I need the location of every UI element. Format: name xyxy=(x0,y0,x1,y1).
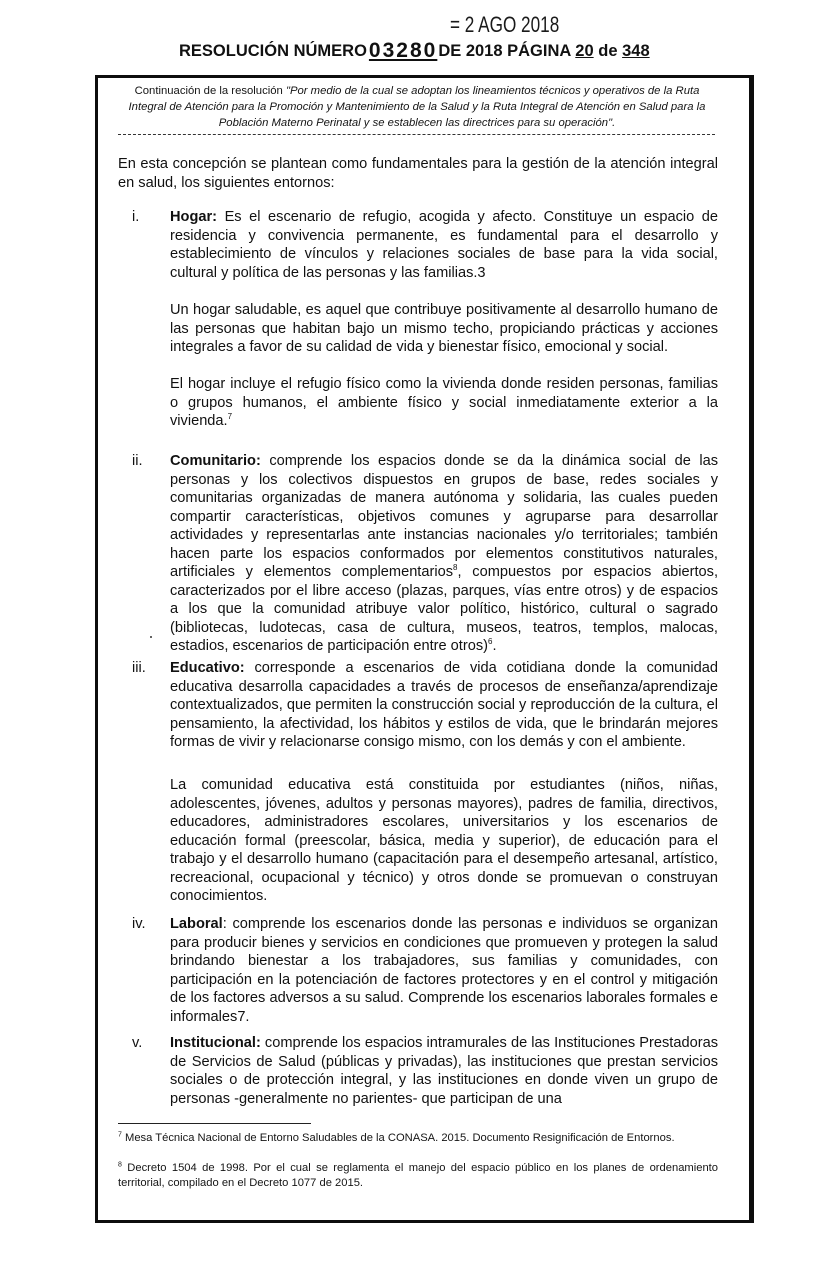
footnote-ref[interactable]: 8 xyxy=(453,563,458,573)
footnote-7 xyxy=(118,1131,718,1146)
item-term: Laboral xyxy=(170,916,223,932)
list-marker: iii. xyxy=(132,660,146,676)
list-item-institucional xyxy=(118,1034,718,1108)
footnote-number: 7 xyxy=(118,1131,122,1139)
item-text: comprende los espacios donde se da la dinámica social de las personas y los colectivos dispuestos en grupos de base, redes sociales y comunitarias organizadas de manera autónoma y solidaria, las cuales pueden compartir características, objetivos comunes y agruparse para desarrollar actividades y representarlas ante instancias nacionales y/o territoriales; también hacen parte los espacios conformados por elementos constitutivos naturales, artificiales y elementos complementarios xyxy=(170,453,718,580)
header-title-mid: DE 2018 PÁGINA xyxy=(438,42,571,60)
footnote-8 xyxy=(118,1161,718,1190)
item-text: Es el escenario de refugio, acogida y afecto. Constituye un espacio de residencia y convivencia permanente, es fundamental para el desarrollo y establecimiento de vínculos y relaciones sociales de base para la vida social, cultural y política de las personas y las familias.3 xyxy=(170,209,718,281)
page-total: 348 xyxy=(622,42,650,60)
list-marker: i. xyxy=(132,209,140,225)
footnote-ref[interactable]: 6 xyxy=(488,637,493,647)
footnote-separator xyxy=(118,1123,311,1124)
resolution-number: 03280 xyxy=(368,39,438,62)
page-of: de xyxy=(598,42,618,60)
item-paragraph xyxy=(170,659,718,752)
footnote-text: Decreto 1504 de 1998. Por el cual se reglamenta el manejo del espacio público en los planes de ordenamiento territorial, compilado en el Decreto 1077 de 2015. xyxy=(118,1162,718,1189)
list-item-educativo xyxy=(118,659,718,752)
item-text: . xyxy=(492,638,497,654)
footnote-ref[interactable]: 7 xyxy=(227,412,233,422)
item-term: Hogar: xyxy=(170,209,218,225)
list-item-laboral xyxy=(118,915,718,1026)
header-title-prefix: RESOLUCIÓN NÚMERO xyxy=(179,42,367,60)
scan-artifact xyxy=(150,636,152,638)
item-text: corresponde a escenarios de vida cotidiana donde la comunidad educativa desarrolla capacidades a través de procesos de enseñanza/aprendizaje contextualizados, que permiten la construcción social y reproducción de la cultura, el pensamiento, la afectividad, los hábitos y estilos de vida, que le brindarán mejores formas de vivir y relacionarse consigo mismo, con los demás y con el ambiente. xyxy=(170,660,718,750)
intro-paragraph: En esta concepción se plantean como fundamentales para la gestión de la atención integral en salud, los siguientes entornos: xyxy=(118,156,718,191)
sub-paragraph-text: El hogar incluye el refugio físico como la vivienda donde residen personas, familias o grupos humanos, el ambiente físico y social inmediatamente exterior a la vivienda. xyxy=(170,376,718,429)
item-paragraph xyxy=(170,452,718,656)
sub-paragraph-hogar-saludable: Un hogar saludable, es aquel que contribuye positivamente al desarrollo humano de las personas que habitan bajo un mismo techo, propiciando prácticas y acciones integrales a favor de su calidad de vida y bienestar físico, emocional y social. xyxy=(170,302,718,355)
continuation-note xyxy=(117,83,717,131)
resolution-header xyxy=(179,38,650,62)
item-term: Educativo: xyxy=(170,660,245,676)
sub-paragraph-hogar-refugio xyxy=(170,375,718,431)
item-term: Comunitario: xyxy=(170,453,261,469)
list-item-hogar xyxy=(118,208,718,282)
item-paragraph xyxy=(170,1034,718,1108)
item-term: Institucional: xyxy=(170,1035,261,1051)
item-text: comprende los espacios intramurales de las Instituciones Prestadoras de Servicios de Salud (públicas y privadas), las instituciones que prestan servicios sociales o de protección integral, y las instituciones en donde viven un grupo de personas -generalmente no parientes- que participan de una xyxy=(170,1035,718,1107)
list-marker: ii. xyxy=(132,453,143,469)
date-stamp: = 2 AGO 2018 xyxy=(450,12,560,37)
item-text: : comprende los escenarios donde las personas e individuos se organizan para producir bienes y servicios en condiciones que promueven y protegen la salud brindando bienestar a los trabajadores, sus familias y comunidades, con participación en la potenciación de factores protectores y en el control y mitigación de los factores adversos a su salud. Comprende los escenarios laborales formales e informales7. xyxy=(170,916,718,1025)
list-marker: iv. xyxy=(132,916,146,932)
dashed-separator xyxy=(118,134,715,135)
item-text: , compuestos por espacios abiertos, caracterizados por el libre acceso (plazas, parques, vías entre otros) y de espacios a los que la comunidad atribuye valor político, histórico, cultural o sagrado (bibliotecas, ludotecas, casa de cultura, museos, teatros, templos, malocas, estadios, escenarios de participación entre otros) xyxy=(170,564,719,654)
footnote-number: 8 xyxy=(118,1161,122,1169)
sub-paragraph-comunidad-educativa: La comunidad educativa está constituida por estudiantes (niños, niñas, adolescentes, jóvenes, adultos y personas mayores), padres de familia, directivos, educadores, administradores escolares, universitarios y los escenarios de educación formal (preescolar, básica, media y superior), de educación para el trabajo y el desarrollo humano (capacitación para el desempeño artesanal, artístico, recreacional, ocupacional y técnico) y otros donde se promuevan o construyan conocimientos. xyxy=(170,777,718,904)
footnote-text: Mesa Técnica Nacional de Entorno Saludables de la CONASA. 2015. Documento Resignificación de Entornos. xyxy=(121,1132,675,1144)
list-item-comunitario xyxy=(118,452,718,656)
item-paragraph xyxy=(170,915,718,1026)
continuation-quote: "Por medio de la cual se adoptan los lineamientos técnicos y operativos de la Ruta Integral de Atención para la Promoción y Mantenimiento de la Salud y la Ruta Integral de Atención en Salud para la Población Materno Perinatal y se establecen las directrices para su operación". xyxy=(128,85,706,129)
list-marker: v. xyxy=(132,1035,143,1051)
item-paragraph xyxy=(170,208,718,282)
continuation-lead: Continuación de la resolución xyxy=(134,85,286,97)
page-current: 20 xyxy=(575,42,594,60)
